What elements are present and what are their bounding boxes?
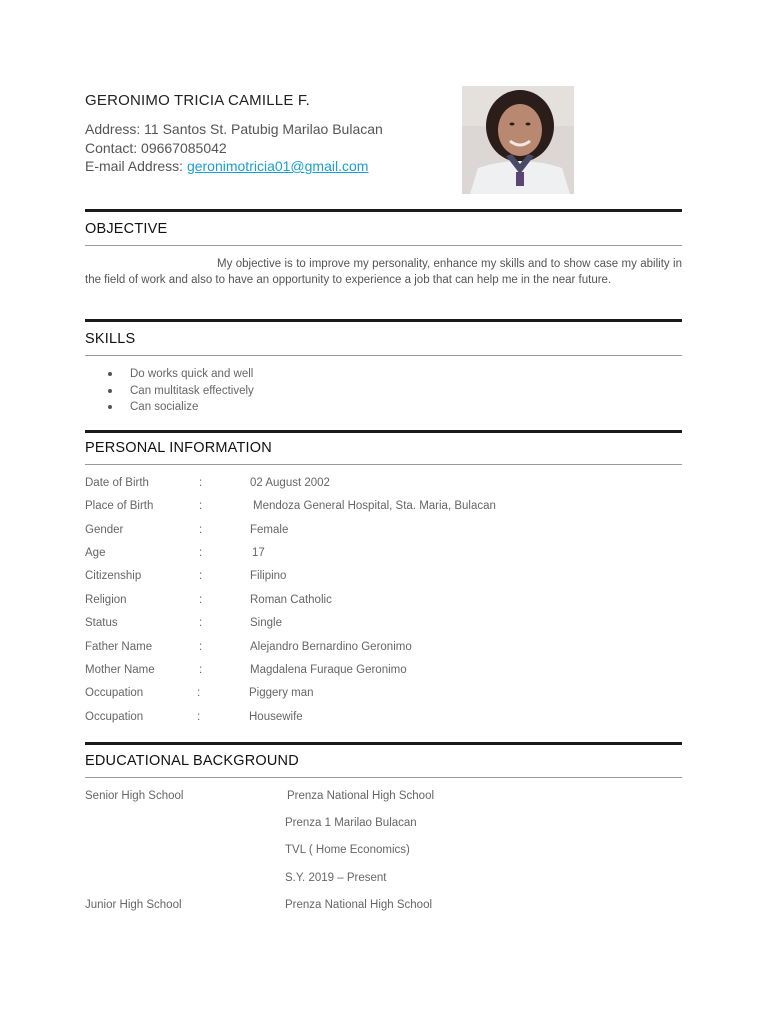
edu-value: TVL ( Home Economics) <box>285 844 410 856</box>
info-separator: : <box>199 547 203 559</box>
info-separator: : <box>199 617 203 629</box>
info-row-religion <box>85 594 682 612</box>
skill-text: Do works quick and well <box>130 368 254 380</box>
bullet-icon <box>108 372 112 376</box>
education-rule-top <box>85 742 682 745</box>
edu-value: Prenza National High School <box>285 899 433 911</box>
email-label: E-mail Address: <box>85 158 187 174</box>
info-label: Status <box>85 617 118 629</box>
info-separator: : <box>199 594 203 606</box>
info-value: Piggery man <box>249 687 314 699</box>
info-row-occupation-father <box>85 687 682 705</box>
info-separator: : <box>197 711 201 723</box>
info-label: Citizenship <box>85 570 142 582</box>
info-value: Mendoza General Hospital, Sta. Maria, Bulacan <box>253 500 496 512</box>
email-link[interactable]: geronimotricia01@gmail.com <box>186 158 369 174</box>
info-label: Religion <box>85 594 127 606</box>
list-item <box>106 399 254 416</box>
objective-text: My objective is to improve my personality, enhance my skills and to show case my ability in the field of work and also to have an opportunity to experience a job that can help me in the near future. <box>85 258 682 286</box>
applicant-name: GERONIMO TRICIA CAMILLE F. <box>85 92 310 109</box>
info-row-occupation-mother <box>85 711 682 729</box>
profile-photo-drawing <box>462 86 574 194</box>
info-separator: : <box>199 524 203 536</box>
info-row-status <box>85 617 682 635</box>
edu-row-address <box>85 817 682 835</box>
personal-rule-bottom <box>85 464 682 465</box>
objective-rule-bottom <box>85 245 682 246</box>
info-label: Occupation <box>85 711 144 723</box>
edu-value: Prenza 1 Marilao Bulacan <box>285 817 417 829</box>
contact-value: 09667085042 <box>141 139 227 156</box>
info-separator: : <box>199 500 203 512</box>
edu-value: Prenza National High School <box>287 790 435 802</box>
info-row-place-of-birth <box>85 500 682 518</box>
email-line <box>85 157 383 176</box>
info-row-gender <box>85 524 682 542</box>
bullet-icon <box>108 389 112 393</box>
objective-title: OBJECTIVE <box>85 221 168 237</box>
list-item <box>106 366 254 383</box>
skills-rule-top <box>85 319 682 322</box>
info-value: Roman Catholic <box>250 594 332 606</box>
info-value: 02 August 2002 <box>250 477 330 489</box>
contact-line <box>85 139 383 158</box>
skill-text: Can multitask effectively <box>130 384 254 397</box>
info-value: Single <box>250 617 282 629</box>
contact-block <box>85 120 383 176</box>
info-value: Alejandro Bernardino Geronimo <box>250 641 412 653</box>
bullet-icon <box>108 405 112 409</box>
info-value: Filipino <box>250 570 287 582</box>
skill-text: Can socialize <box>130 401 199 413</box>
info-separator: : <box>199 477 203 489</box>
info-value: Female <box>250 524 289 536</box>
skills-list <box>106 366 254 416</box>
info-row-citizenship <box>85 570 682 588</box>
info-value: Magdalena Furaque Geronimo <box>250 664 407 676</box>
edu-label: Junior High School <box>85 899 182 911</box>
info-row-mother-name <box>85 664 682 682</box>
edu-label: Senior High School <box>85 790 184 802</box>
edu-row-strand <box>85 844 682 862</box>
address-line <box>85 120 383 139</box>
info-separator: : <box>199 664 203 676</box>
info-label: Place of Birth <box>85 500 154 512</box>
contact-label: Contact: <box>85 139 142 156</box>
info-row-date-of-birth <box>85 477 682 495</box>
info-label: Occupation <box>85 687 144 699</box>
address-label: Address: <box>85 121 145 137</box>
edu-row-senior-high <box>85 790 682 808</box>
info-row-age <box>85 547 682 565</box>
personal-rule-top <box>85 430 682 433</box>
info-label: Date of Birth <box>85 477 149 489</box>
education-title: EDUCATIONAL BACKGROUND <box>85 753 299 769</box>
info-separator: : <box>199 570 203 582</box>
info-separator: : <box>199 641 203 653</box>
skills-title: SKILLS <box>85 331 136 347</box>
info-label: Age <box>85 547 106 559</box>
personal-title: PERSONAL INFORMATION <box>85 440 272 456</box>
edu-value: S.Y. 2019 – Present <box>285 872 387 884</box>
list-item <box>106 383 254 400</box>
info-value: 17 <box>252 547 265 559</box>
info-label: Gender <box>85 524 124 536</box>
info-label: Mother Name <box>85 664 155 676</box>
objective-rule-top <box>85 209 682 212</box>
address-value: 11 Santos St. Patubig Marilao Bulacan <box>144 121 383 137</box>
edu-row-junior-high <box>85 899 682 917</box>
education-rule-bottom <box>85 777 682 778</box>
info-row-father-name <box>85 641 682 659</box>
info-label: Father Name <box>85 641 153 653</box>
profile-photo <box>462 86 574 194</box>
edu-row-school-year <box>85 872 682 890</box>
info-value: Housewife <box>249 711 303 723</box>
skills-rule-bottom <box>85 355 682 356</box>
info-separator: : <box>197 687 201 699</box>
